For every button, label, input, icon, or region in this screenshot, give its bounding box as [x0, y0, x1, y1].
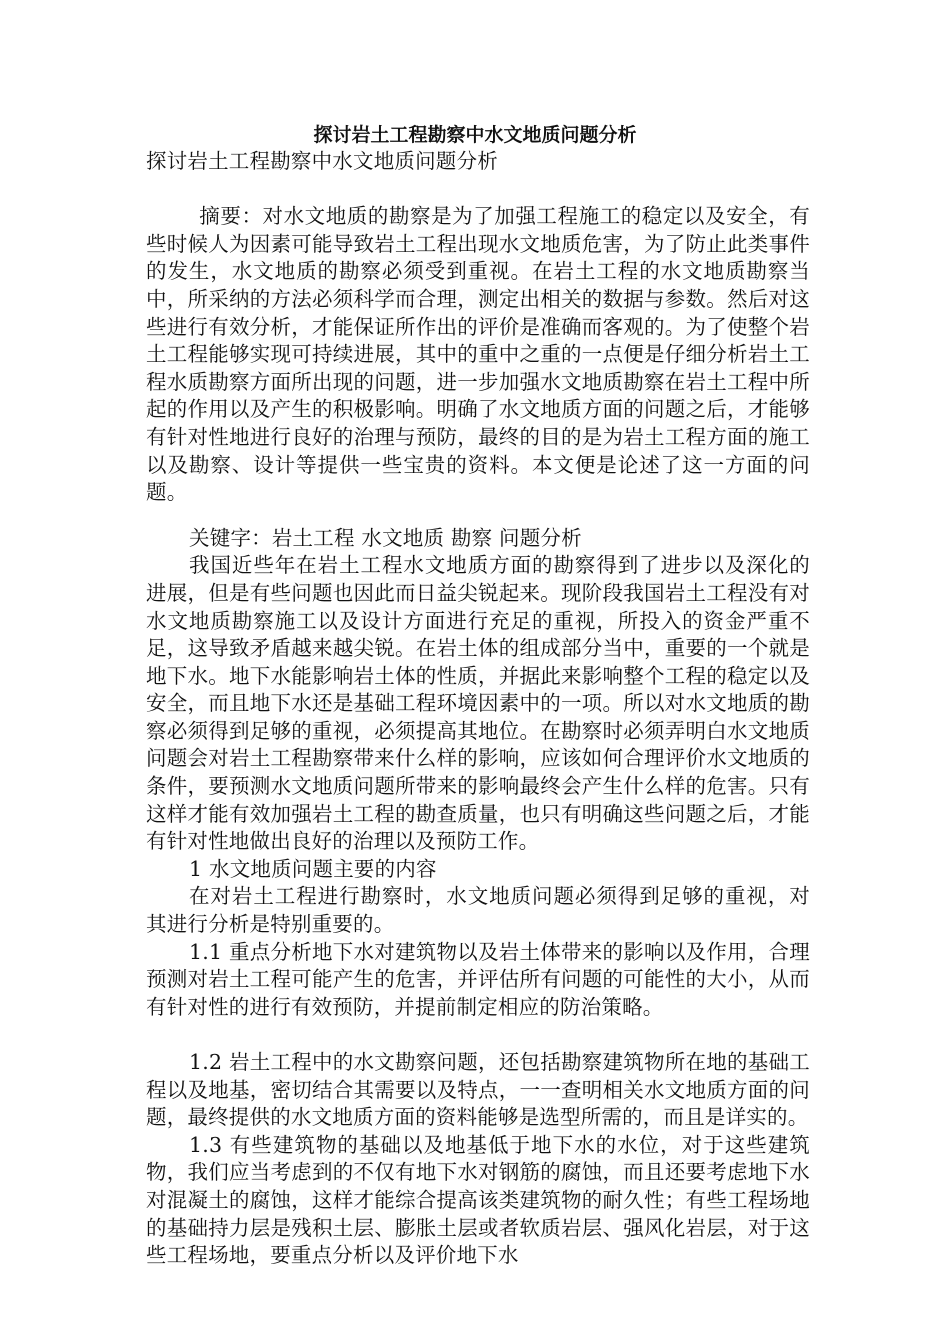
item-1-3-paragraph: 1.3 有些建筑物的基础以及地基低于地下水的水位，对于这些建筑物，我们应当考虑到的不仅有地下水对钢筋的腐蚀，而且还要考虑地下水对混凝土的腐蚀，这样才能综合提高该类建筑物的耐久性；有些工程场地的基础持力层是残积土层、膨胀土层或者软质岩层、强风化岩层，对于这些工程场地，要重点分析以及评价地下水: [146, 1132, 810, 1268]
document-title: 探讨岩土工程勘察中水文地质问题分析: [313, 124, 637, 146]
section-1-intro-paragraph: 在对岩土工程进行勘察时，水文地质问题必须得到足够的重视，对其进行分析是特别重要的。: [146, 884, 810, 937]
spacer: [146, 1021, 810, 1049]
document-subtitle: 探讨岩土工程勘察中水文地质问题分析: [146, 149, 498, 173]
document-body: [146, 148, 810, 1270]
abstract-paragraph: 摘要：对水文地质的勘察是为了加强工程施工的稳定以及安全，有些时候人为因素可能导致岩土工程出现水文地质危害，为了防止此类事件的发生，水文地质的勘察必须受到重视。在岩土工程的水文地质勘察当中，所采纳的方法必须科学而合理，测定出相关的数据与参数。然后对这些进行有效分析，才能保证所作出的评价是准确而客观的。为了使整个岩土工程能够实现可持续进展，其中的重中之重的一点便是仔细分析岩土工程水质勘察方面所出现的问题，进一步加强水文地质勘察在岩土工程中所起的作用以及产生的积极影响。明确了水文地质方面的问题之后，才能够有针对性地进行良好的治理与预防，最终的目的是为岩土工程方面的施工以及勘察、设计等提供一些宝贵的资料。本文便是论述了这一方面的问题。: [146, 204, 810, 505]
spacer: [146, 507, 810, 525]
keywords-line: 关键字：岩土工程 水文地质 勘察 问题分析: [189, 525, 582, 550]
item-1-1-paragraph: 1.1 重点分析地下水对建筑物以及岩土体带来的影响以及作用，合理预测对岩土工程可能产生的危害，并评估所有问题的可能性的大小，从而有针对性的进行有效预防，并提前制定相应的防治策略。: [146, 939, 810, 1019]
item-1-2-paragraph: 1.2 岩土工程中的水文勘察问题，还包括勘察建筑物所在地的基础工程以及地基，密切结合其需要以及特点，一一查明相关水文地质方面的问题，最终提供的水文地质方面的资料能够是选型所需的，而且是详实的。: [146, 1050, 810, 1130]
intro-paragraph: 我国近些年在岩土工程水文地质方面的勘察得到了进步以及深化的进展，但是有些问题也因此而日益尖锐起来。现阶段我国岩土工程没有对水文地质勘察施工以及设计方面进行充足的重视，所投入的资金严重不足，这导致矛盾越来越尖锐。在岩土体的组成部分当中，重要的一个就是地下水。地下水能影响岩土体的性质，并据此来影响整个工程的稳定以及安全，而且地下水还是基础工程环境因素中的一项。所以对水文地质的勘察必须得到足够的重视，必须提高其地位。在勘察时必须弄明白水文地质问题会对岩土工程勘察带来什么样的影响，应该如何合理评价水文地质的条件，要预测水文地质问题所带来的影响最终会产生什么样的危害。只有这样才能有效加强岩土工程的勘查质量，也只有明确这些问题之后，才能有针对性地做出良好的治理以及预防工作。: [146, 553, 810, 854]
section-1-heading: 1 水文地质问题主要的内容: [189, 856, 437, 881]
spacer: [146, 176, 810, 204]
